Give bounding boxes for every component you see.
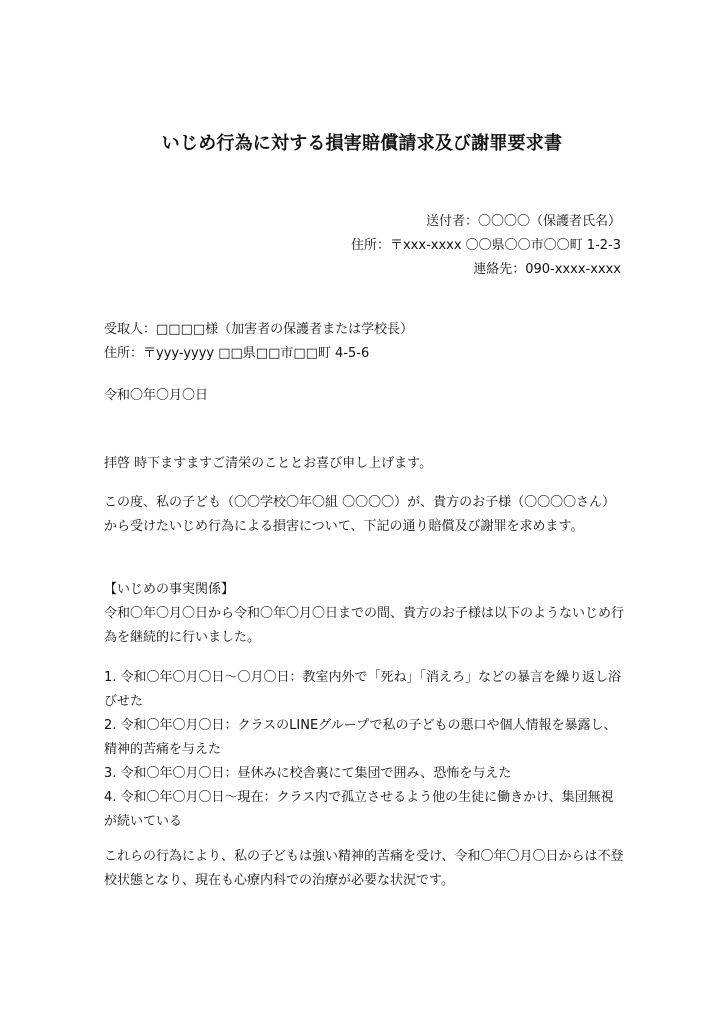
sender-block bbox=[351, 210, 621, 282]
sender-address: 住所：〒xxx-xxxx 〇〇県〇〇市〇〇町 1-2-3 bbox=[350, 238, 621, 253]
document-date: 令和〇年〇月〇日 bbox=[104, 388, 209, 403]
intro-paragraph: この度、私の子ども（〇〇学校〇年〇組 〇〇〇〇）が、貴方のお子様（〇〇〇〇さん）から受けたいじめ行為による損害について、下記の通り賠償及び謝罪を求めます。 bbox=[104, 495, 616, 534]
facts-heading: 【いじめの事実関係】 bbox=[104, 582, 235, 597]
conclusion-paragraph: これらの行為により、私の子どもは強い精神的苦痛を受け、令和〇年〇月〇日からは不登校状態となり、現在も心療内科での治療が必要な状況です。 bbox=[104, 849, 624, 888]
facts-section bbox=[104, 578, 624, 650]
document-title: いじめ行為に対する損害賠償請求及び謝罪要求書 bbox=[161, 133, 563, 154]
facts-list bbox=[104, 666, 624, 834]
recipient-block bbox=[104, 318, 624, 366]
recipient-name: 受取人：□□□□様（加害者の保護者または学校長） bbox=[104, 322, 414, 337]
list-item: 3. 令和〇年〇月〇日：昼休みに校舎裏にて集団で囲み、恐怖を与えた bbox=[104, 766, 512, 781]
facts-lead: 令和〇年〇月〇日から令和〇年〇月〇日までの間、貴方のお子様は以下のようないじめ行為を継続的に行いました。 bbox=[104, 606, 625, 645]
sender-contact: 連絡先：090-xxxx-xxxx bbox=[473, 262, 621, 277]
recipient-address: 住所：〒yyy-yyyy □□県□□市□□町 4-5-6 bbox=[104, 346, 370, 361]
list-item: 4. 令和〇年〇月〇日～現在：クラス内で孤立させるよう他の生徒に働きかけ、集団無視が続いている bbox=[104, 790, 614, 829]
sender-name: 送付者：〇〇〇〇（保護者氏名） bbox=[425, 214, 621, 229]
list-item: 2. 令和〇年〇月〇日：クラスのLINEグループで私の子どもの悪口や個人情報を暴露し、精神的苦痛を与えた bbox=[104, 718, 617, 757]
list-item: 1. 令和〇年〇月〇日～〇月〇日：教室内外で「死ね」「消えろ」などの暴言を繰り返し浴びせた bbox=[104, 670, 622, 709]
greeting-text: 拝啓 時下ますますご清栄のこととお喜び申し上げます。 bbox=[104, 456, 433, 471]
